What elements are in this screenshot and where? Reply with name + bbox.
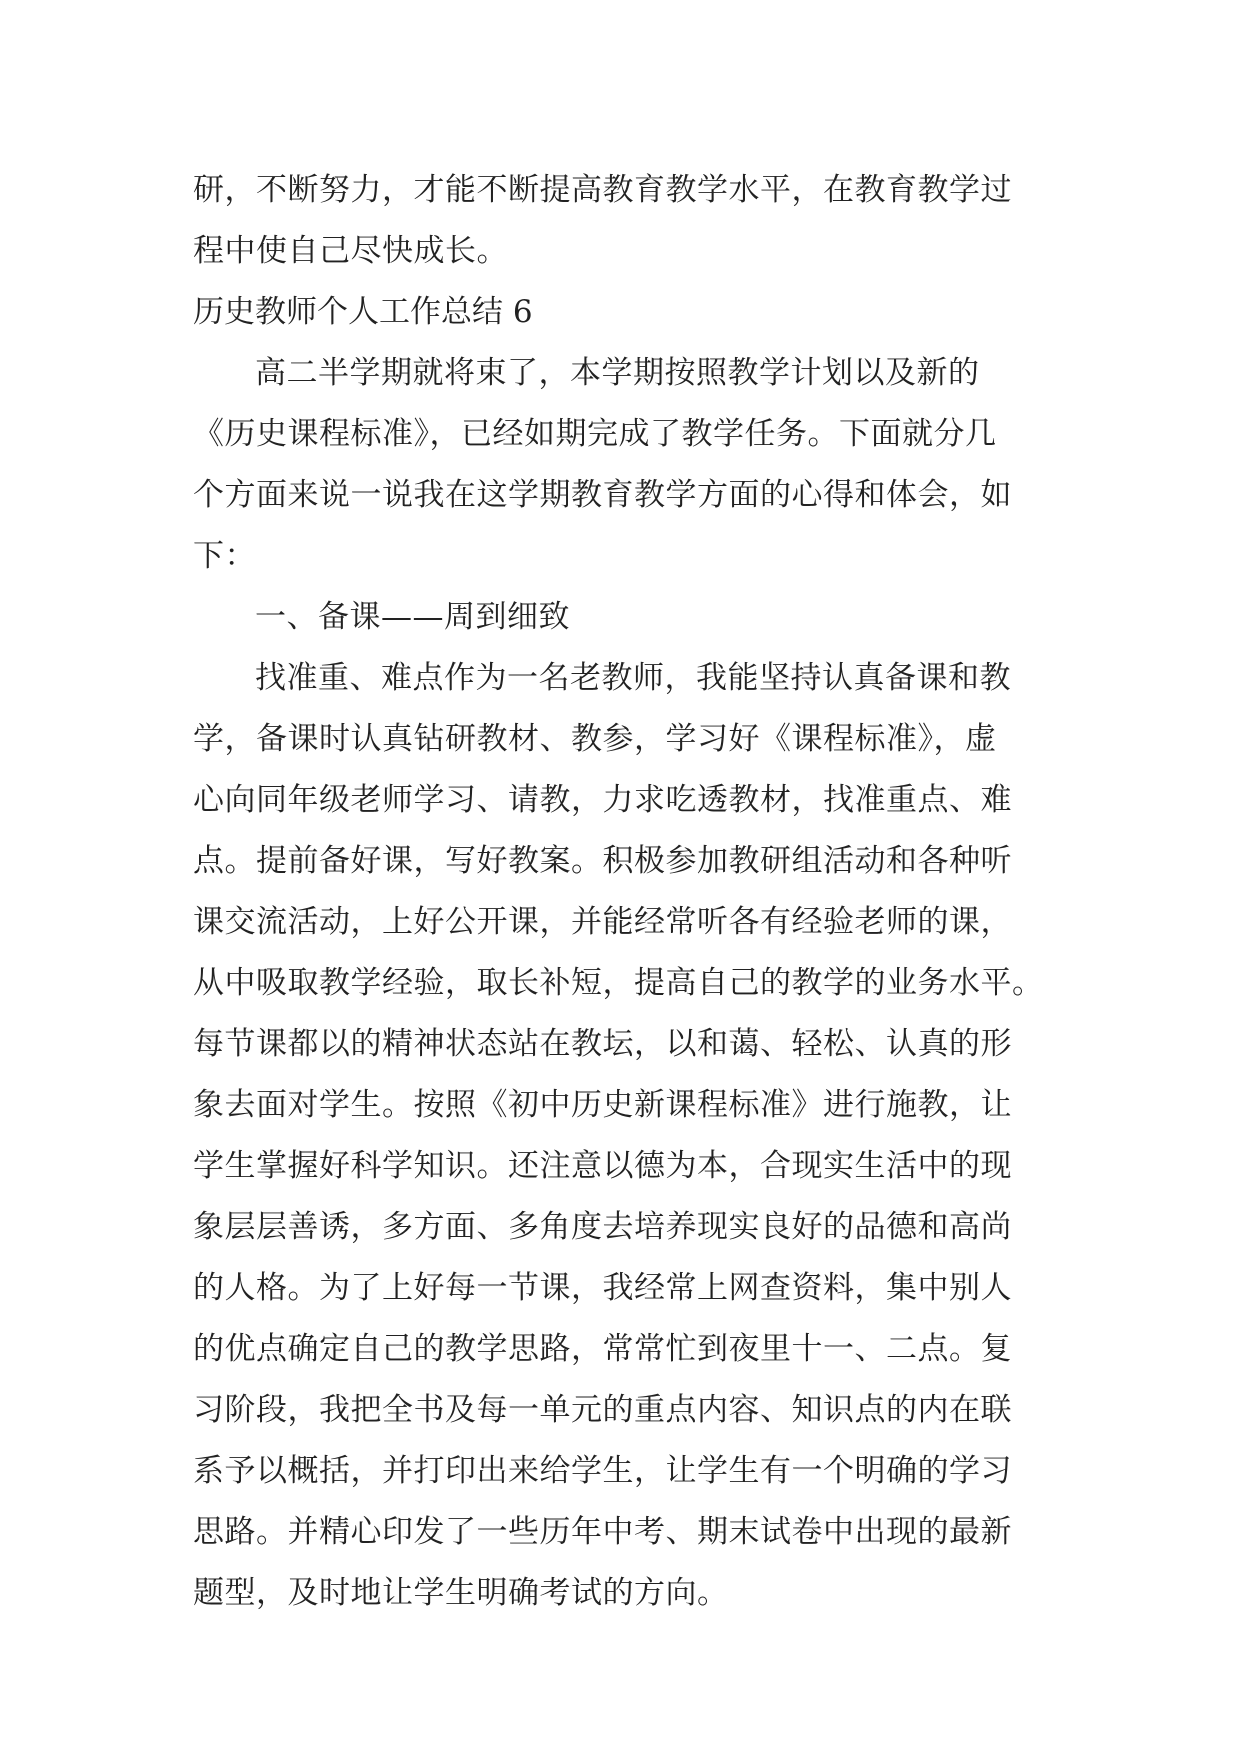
text-line: 一、备课——周到细致 [255,599,570,635]
text-line: 学生掌握好科学知识。还注意以德为本，合现实生活中的现 [193,1148,1012,1184]
text-line: 学，备课时认真钻研教材、教参，学习好《课程标准》，虚 [193,721,997,757]
text-line: 题型，及时地让学生明确考试的方向。 [193,1575,729,1611]
text-line: 个方面来说一说我在这学期教育教学方面的心得和体会，如 [193,477,1012,513]
text-line: 的人格。为了上好每一节课，我经常上网查资料，集中别人 [193,1270,1012,1306]
text-line: 从中吸取教学经验，取长补短，提高自己的教学的业务水平。 [193,965,1044,1001]
text-line: 系予以概括，并打印出来给学生，让学生有一个明确的学习 [193,1453,1012,1489]
text-line: 象层层善诱，多方面、多角度去培养现实良好的品德和高尚 [193,1209,1012,1245]
text-line: 思路。并精心印发了一些历年中考、期末试卷中出现的最新 [193,1514,1012,1550]
text-line: 每节课都以的精神状态站在教坛，以和蔼、轻松、认真的形 [193,1026,1012,1062]
text-line: 研，不断努力，才能不断提高教育教学水平，在教育教学过 [193,172,1012,208]
section-heading: 历史教师个人工作总结 6 [193,294,533,330]
text-line: 下： [193,538,256,574]
text-line: 课交流活动，上好公开课，并能经常听各有经验老师的课， [193,904,1012,940]
text-line: 《历史课程标准》，已经如期完成了教学任务。下面就分几 [193,416,997,452]
text-line: 程中使自己尽快成长。 [193,233,508,269]
text-line: 的优点确定自己的教学思路，常常忙到夜里十一、二点。复 [193,1331,1012,1367]
document-page [193,160,1053,1624]
text-line: 点。提前备好课，写好教案。积极参加教研组活动和各种听 [193,843,1012,879]
text-line: 心向同年级老师学习、请教，力求吃透教材，找准重点、难 [193,782,1012,818]
text-line: 找准重、难点作为一名老教师，我能坚持认真备课和教 [255,660,1011,696]
text-line: 习阶段，我把全书及每一单元的重点内容、知识点的内在联 [193,1392,1012,1428]
text-line: 象去面对学生。按照《初中历史新课程标准》进行施教，让 [193,1087,1012,1123]
text-line: 高二半学期就将束了，本学期按照教学计划以及新的 [255,355,980,391]
